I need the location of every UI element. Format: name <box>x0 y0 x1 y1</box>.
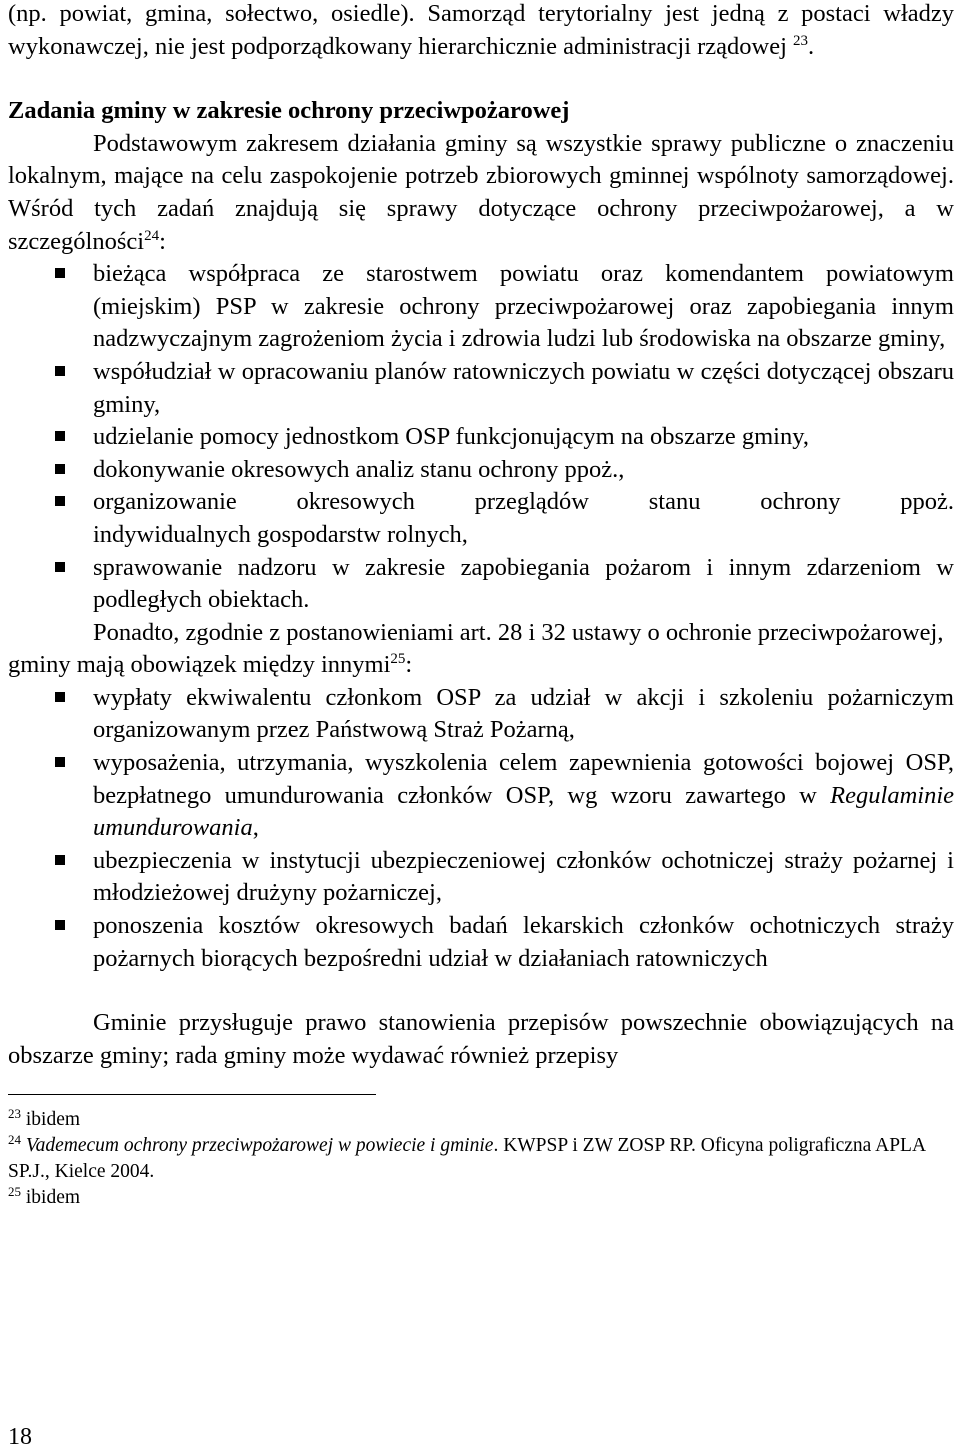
spacer <box>8 975 954 1007</box>
list-item-text: organizowanie okresowych przeglądów stanu ochrony ppoż. <box>93 488 954 516</box>
footnote-text: . KWPSP i ZW ZOSP RP. Oficyna poligraficzna APLA SP.J., Kielce 2004. <box>8 1135 925 1183</box>
paragraph-obligations-tail: : <box>405 651 413 679</box>
paragraph-scope-text: Podstawowym zakresem działania gminy są wszystkie sprawy publiczne o znaczeniu lokalnym, mające na celu zaspokojenie potrzeb zbiorowych gminnej wspólnoty samorządowej. Wśród tych zadań znajdują się sprawy dotyczące ochrony przeciwpożarowej, a w szczególności <box>8 129 954 255</box>
footnote-text: ibidem <box>25 1187 81 1209</box>
regulation-title: Regulaminie umundurowania <box>93 781 954 842</box>
list-item <box>8 258 954 356</box>
footnote-text: ibidem <box>25 1109 81 1131</box>
bullet-icon <box>55 757 65 767</box>
list-item-text: ponoszenia kosztów okresowych badań lekarskich członków ochotniczych straży pożarnych biorących bezpośredni udział w działaniach ratowniczych <box>93 912 954 972</box>
bullet-icon <box>55 562 65 572</box>
paragraph-scope <box>8 128 954 258</box>
list-item-text: współudział w opracowaniu planów ratowniczych powiatu w części dotyczącej obszaru gminy, <box>93 357 954 418</box>
list-item <box>8 682 954 747</box>
footnote-24 <box>8 1133 954 1185</box>
footnote-source-title: Vademecum ochrony przeciwpożarowej w powiecie i gminie <box>25 1135 494 1157</box>
intro-text: (np. powiat, gmina, sołectwo, osiedle). Samorząd terytorialny jest jedną z postaci władzy wykonawczej, nie jest podporządkowany hierarchicznie administracji rządowej <box>8 0 954 60</box>
duties-list <box>8 258 954 617</box>
list-item-text: indywidualnych gospodarstw rolnych, <box>93 520 468 548</box>
bullet-icon <box>55 431 65 441</box>
list-item <box>8 845 954 910</box>
paragraph-obligations-text: Ponadto, zgodnie z postanowieniami art. 28 i 32 ustawy o ochronie przeciwpożarowej, gminy mają obowiązek między innymi <box>8 618 944 679</box>
bullet-icon <box>55 464 65 474</box>
paragraph-regulations: Gminie przysługuje prawo stanowienia przepisów powszechnie obowiązujących na obszarze gminy; rada gminy może wydawać również przepisy <box>8 1009 954 1069</box>
list-item-text: dokonywanie okresowych analiz stanu ochrony ppoż., <box>93 455 625 483</box>
footnote-25 <box>8 1185 954 1211</box>
list-item <box>8 747 954 845</box>
list-item <box>8 552 954 617</box>
intro-paragraph <box>8 0 954 63</box>
list-item-text: sprawowanie nadzoru w zakresie zapobiegania pożarom i innym zdarzeniom w podległych obiektach. <box>93 553 954 614</box>
footnote-separator <box>8 1094 376 1095</box>
footnote-ref-25[interactable]: 25 <box>390 651 406 668</box>
paragraph-scope-tail: : <box>159 227 166 255</box>
footnote-ref-24[interactable]: 24 <box>144 227 160 244</box>
page-number: 18 <box>8 1424 32 1450</box>
list-item <box>8 421 954 454</box>
bullet-icon <box>55 496 65 506</box>
footnote-23 <box>8 1107 954 1133</box>
bullet-icon <box>55 855 65 865</box>
document-page <box>8 0 954 1211</box>
list-item <box>8 910 954 975</box>
section-heading: Zadania gminy w zakresie ochrony przeciwpożarowej <box>8 97 570 125</box>
list-item-text: ubezpieczenia w instytucji ubezpieczeniowej członków ochotniczej straży pożarnej i młodzieżowej drużyny pożarniczej, <box>93 846 954 907</box>
bullet-icon <box>55 692 65 702</box>
list-item-tail: , <box>252 814 259 842</box>
bullet-icon <box>55 366 65 376</box>
list-item-text: bieżąca współpraca ze starostwem powiatu oraz komendantem powiatowym (miejskim) PSP w zakresie ochrony przeciwpożarowej oraz zapobiegania innym nadzwyczajnym zagrożeniom życia i zdrowia ludzi lub środowiska na obszarze gminy, <box>93 260 954 353</box>
footnote-number: 25 <box>8 1184 21 1200</box>
list-item-text: wypłaty ekwiwalentu członkom OSP za udział w akcji i szkoleniu pożarniczym organizowanym przez Państwową Straż Pożarną, <box>93 683 954 744</box>
bullet-icon <box>55 268 65 278</box>
list-item-text: udzielanie pomocy jednostkom OSP funkcjonującym na obszarze gminy, <box>93 423 810 451</box>
list-item <box>8 454 954 487</box>
paragraph-obligations <box>8 617 954 682</box>
obligations-list <box>8 682 954 975</box>
bullet-icon <box>55 920 65 930</box>
footnote-ref-23[interactable]: 23 <box>793 32 809 49</box>
intro-tail: . <box>808 32 815 60</box>
list-item-continuation <box>8 519 954 552</box>
list-item <box>8 356 954 421</box>
list-item-text: wyposażenia, utrzymania, wyszkolenia celem zapewnienia gotowości bojowej OSP, bezpłatnego umundurowania członków OSP, wg wzoru zawartego w <box>93 749 954 809</box>
footnote-number: 23 <box>8 1106 21 1122</box>
list-item <box>8 486 954 519</box>
footnote-number: 24 <box>8 1132 21 1148</box>
spacer <box>8 63 954 95</box>
